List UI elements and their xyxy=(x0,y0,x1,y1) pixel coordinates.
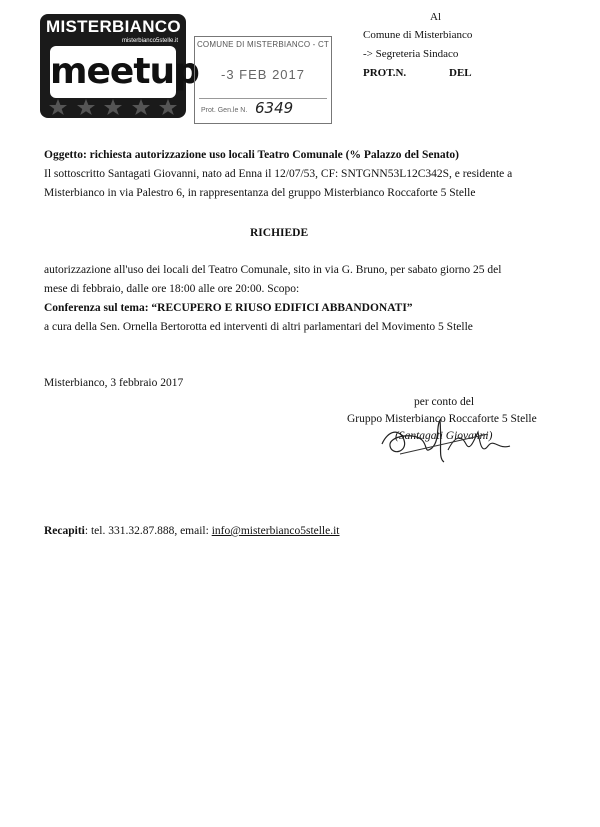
star-icon xyxy=(48,98,68,116)
addressee-del: DEL xyxy=(449,67,472,79)
subject-line: Oggetto: richiesta autorizzazione uso locali Teatro Comunale (% Palazzo del Senato) xyxy=(44,149,460,161)
addressee-prot: PROT.N. xyxy=(363,67,407,79)
signature-line2: Gruppo Misterbianco Roccaforte 5 Stelle xyxy=(347,413,537,425)
addressee-line1: Comune di Misterbianco xyxy=(363,29,473,41)
conference-title: Conferenza sul tema: “RECUPERO E RIUSO EDIFICI ABBANDONATI” xyxy=(44,302,413,314)
signature-line1: per conto del xyxy=(414,396,475,408)
contacts-label: Recapiti xyxy=(44,525,85,537)
signature-line3: (Santagati Giovanni) xyxy=(395,430,493,442)
handwritten-signature xyxy=(370,410,520,466)
logo-url: misterbianco5stelle.it xyxy=(121,38,178,44)
protocol-stamp xyxy=(194,36,332,124)
addressee-al: Al xyxy=(430,11,441,23)
star-icon xyxy=(158,98,178,116)
stamp-prot-label: Prot. Gen.le N. xyxy=(201,107,248,114)
request-line1: autorizzazione all'uso dei locali del Teatro Comunale, sito in via G. Bruno, per sabato giorno 25 del xyxy=(44,264,502,276)
request-heading: RICHIEDE xyxy=(250,227,309,239)
stamp-prot-number: 6349 xyxy=(255,99,294,117)
stamp-date: -3 FEB 2017 xyxy=(221,67,305,82)
place-date: Misterbianco, 3 febbraio 2017 xyxy=(44,377,184,389)
logo-stars xyxy=(48,98,178,116)
contacts-text: : tel. 331.32.87.888, email: xyxy=(84,525,212,537)
logo-title: MISTERBIANCO xyxy=(46,17,181,36)
star-icon xyxy=(76,98,96,116)
star-icon xyxy=(131,98,151,116)
meetup-logo xyxy=(40,14,199,118)
star-icon xyxy=(103,98,123,116)
request-line4: a cura della Sen. Ornella Bertorotta ed interventi di altri parlamentari del Movimento 5 Stelle xyxy=(44,321,473,333)
contacts-line xyxy=(44,522,340,541)
intro-line1: Il sottoscritto Santagati Giovanni, nato ad Enna il 12/07/53, CF: SNTGNN53L12C342S, e residente a xyxy=(44,168,513,180)
logo-panel xyxy=(50,46,199,98)
addressee-line2: -> Segreteria Sindaco xyxy=(363,48,459,60)
logo-word: meetup xyxy=(50,51,199,92)
stamp-office: COMUNE DI MISTERBIANCO - CT xyxy=(196,40,330,49)
email-link[interactable]: info@misterbianco5stelle.it xyxy=(211,525,340,537)
request-line2: mese di febbraio, dalle ore 18:00 alle ore 20:00. Scopo: xyxy=(44,283,300,295)
intro-line2: Misterbianco in via Palestro 6, in rappresentanza del gruppo Misterbianco Roccaforte 5 Stelle xyxy=(44,187,476,199)
